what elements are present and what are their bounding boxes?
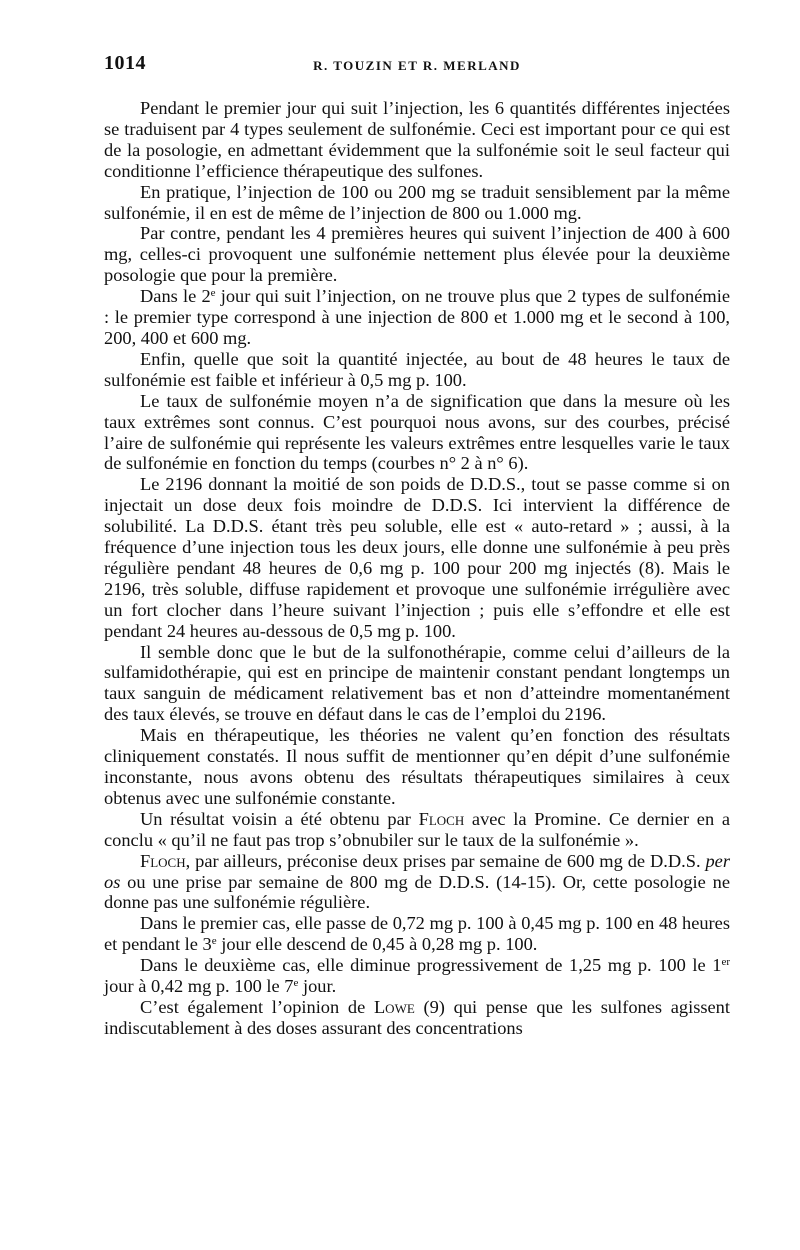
page-header xyxy=(104,52,730,88)
paragraph-12: Dans le premier cas, elle passe de 0,72 mg p. 100 à 0,45 mg p. 100 en 48 heures et pendant le 3e jour elle descend de 0,45 à 0,28 mg p. 100. xyxy=(104,913,730,955)
author-name: Floch xyxy=(418,808,465,829)
paragraph-11: Floch, par ailleurs, préconise deux prises par semaine de 600 mg de D.D.S. per os ou une prise par semaine de 800 mg de D.D.S. (14-15). Or, cette posologie ne donne pas une sulfonémie régulière. xyxy=(104,850,730,913)
article-body xyxy=(104,98,730,1039)
paragraph-14: C’est également l’opinion de Lowe (9) qui pense que les sulfones agissent indiscutablement à des doses assurant des concentrations xyxy=(104,996,730,1038)
running-head: R. TOUZIN ET R. MERLAND xyxy=(313,58,521,73)
paragraph-4: Dans le 2e jour qui suit l’injection, on ne trouve plus que 2 types de sulfonémie : le premier type correspond à une injection de 800 et 1.000 mg et le second à 100, 200, 400 et 600 mg. xyxy=(104,286,730,348)
paragraph-2: En pratique, l’injection de 100 ou 200 mg se traduit sensiblement par la même sulfonémie, il en est de même de l’injection de 800 ou 1.000 mg. xyxy=(104,181,730,223)
paragraph-3: Par contre, pendant les 4 premières heures qui suivent l’injection de 400 à 600 mg, celles-ci provoquent une sulfonémie nettement plus élevée pour la deuxième posologie que pour la première. xyxy=(104,223,730,286)
paragraph-6: Le taux de sulfonémie moyen n’a de signification que dans la mesure où les taux extrêmes sont connus. C’est pourquoi nous avons, sur des courbes, précisé l’aire de sulfonémie qui représente les valeurs extrêmes entre lesquelles varie le taux de sulfonémie en fonction du temps (courbes n° 2 à n° 6). xyxy=(104,390,730,474)
paragraph-10: Un résultat voisin a été obtenu par Floch avec la Promine. Ce dernier en a conclu « qu’il ne faut pas trop s’obnubiler sur le taux de la sulfonémie ». xyxy=(104,808,730,850)
paragraph-13: Dans le deuxième cas, elle diminue progressivement de 1,25 mg p. 100 le 1er jour à 0,42 mg p. 100 le 7e jour. xyxy=(104,955,730,997)
paragraph-9: Mais en thérapeutique, les théories ne valent qu’en fonction des résultats cliniquement constatés. Il nous suffit de mentionner qu’en dépit d’une sulfonémie inconstante, nous avons obtenu des résultats thérapeutiques similaires à ceux obtenus avec une sulfonémie constante. xyxy=(104,725,730,808)
paragraph-5: Enfin, quelle que soit la quantité injectée, au bout de 48 heures le taux de sulfonémie est faible et inférieur à 0,5 mg p. 100. xyxy=(104,348,730,390)
author-name: Lowe xyxy=(373,996,415,1017)
author-name: Floch xyxy=(140,850,186,871)
paragraph-8: Il semble donc que le but de la sulfonothérapie, comme celui d’ailleurs de la sulfamidothérapie, qui est en principe de maintenir constant pendant longtemps un taux sanguin de médicament relativement bas et non d’atteindre momentanément des taux élevés, se trouve en défaut dans le cas de l’emploi du 2196. xyxy=(104,641,730,725)
paragraph-7: Le 2196 donnant la moitié de son poids de D.D.S., tout se passe comme si on injectait un dose deux fois moindre de D.D.S. Ici intervient la différence de solubilité. La D.D.S. étant très peu soluble, elle est « auto-retard » ; aussi, à la fréquence d’une injection tous les deux jours, elle donne une sulfonémie à peu près régulière pendant 48 heures de 0,6 mg p. 100 pour 200 mg injectés (8). Mais le 2196, très soluble, diffuse rapidement et provoque une sulfonémie irrégulière avec un fort clocher dans l’heure suivant l’injection ; puis elle s’effondre et elle est pendant 24 heures au-dessous de 0,5 mg p. 100. xyxy=(104,474,730,641)
paragraph-1: Pendant le premier jour qui suit l’injection, les 6 quantités différentes injectées se traduisent par 4 types seulement de sulfonémie. Ceci est important pour ce qui est de la posologie, en admettant évidemment que la sulfonémie soit le seul facteur qui conditionne l’efficience thérapeutique des sulfones. xyxy=(104,98,730,181)
page-number: 1014 xyxy=(104,52,146,74)
